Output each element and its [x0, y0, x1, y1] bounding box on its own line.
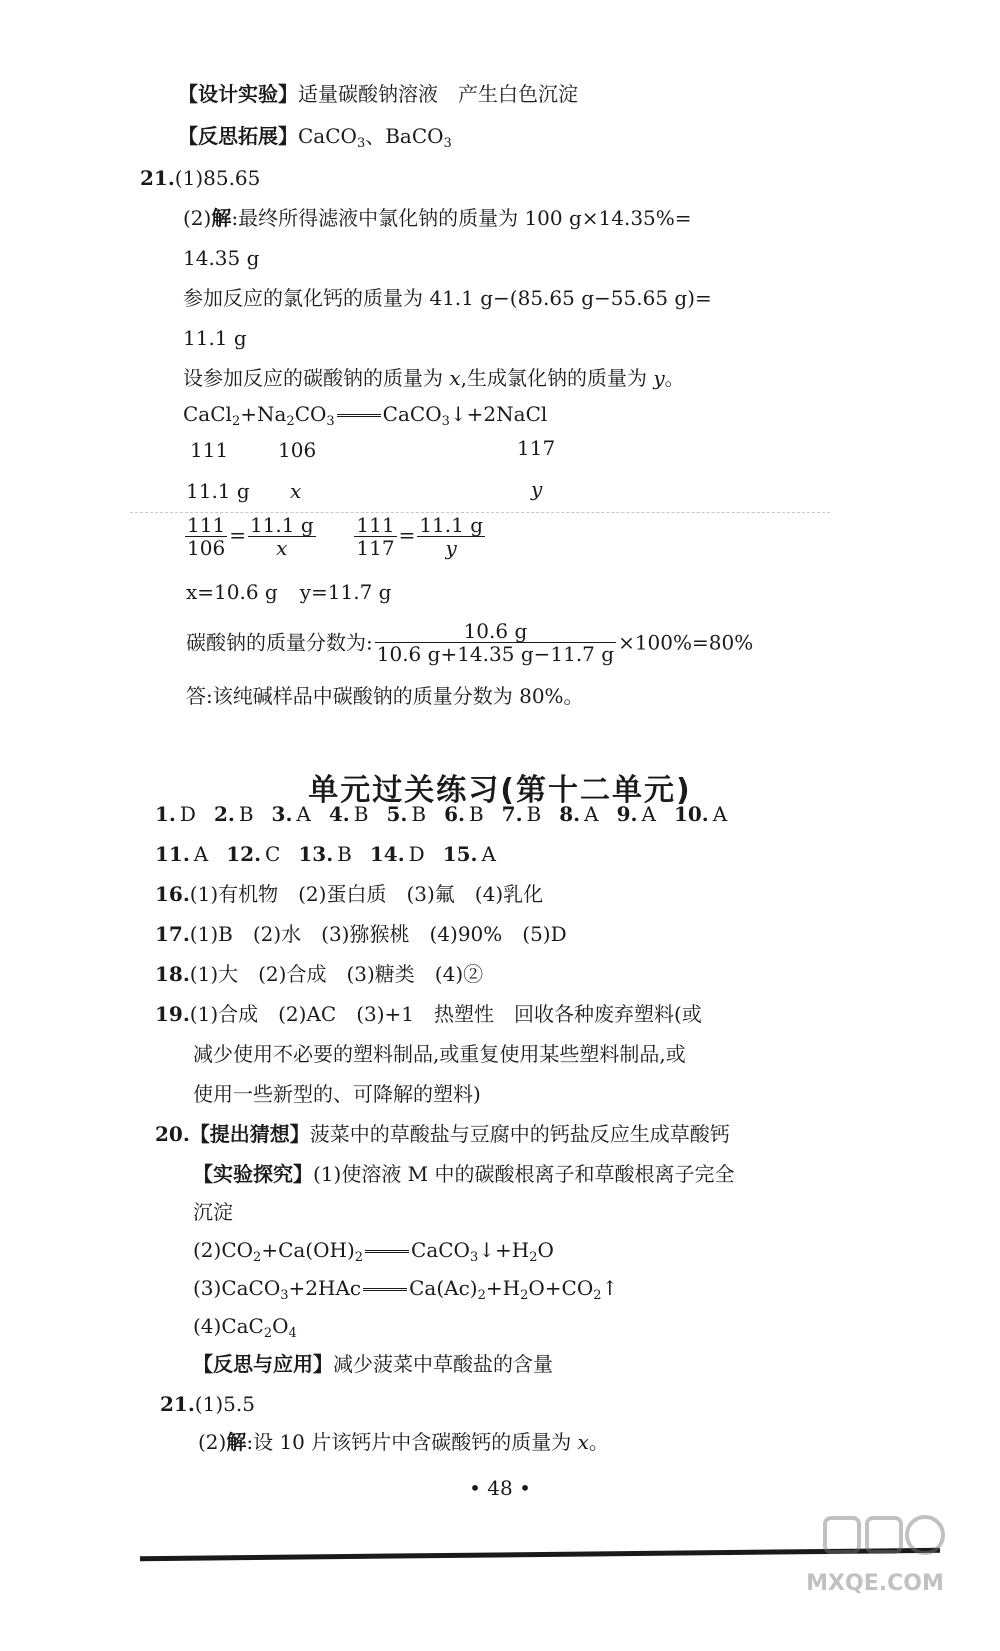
frac-num: 11.1 g — [249, 513, 314, 537]
e2-h: ↓+H — [478, 1238, 530, 1262]
eq-na: +Na — [240, 402, 287, 426]
sub-2: 2 — [529, 1250, 538, 1265]
q17-line — [155, 922, 567, 946]
q21a-line3: 14.35 g — [183, 246, 260, 270]
eq-nacl: +2NaCl — [466, 402, 548, 426]
percentage-tail: ×100%=80% — [618, 630, 754, 655]
fraction-111-117 — [354, 514, 396, 559]
q16-number: 16. — [155, 882, 190, 906]
result-x: x=10.6 g — [186, 580, 278, 604]
e3-h: +H — [485, 1276, 521, 1300]
design-text: 适量碳酸钠溶液 产生白色沉淀 — [298, 82, 578, 106]
result-y: y=11.7 g — [299, 580, 392, 604]
mc-number: 12. — [226, 842, 262, 866]
mc-answer — [298, 842, 352, 866]
mc-number: 2. — [213, 802, 235, 826]
ratio-row2-c: y — [531, 477, 543, 501]
q17-number: 17. — [155, 922, 190, 946]
mc-number: 7. — [501, 802, 523, 826]
frac-num: 111 — [187, 513, 226, 537]
mc-choice: A — [296, 802, 311, 826]
e2-caoh: +Ca(OH) — [261, 1238, 355, 1262]
q20-line4 — [193, 1314, 297, 1341]
frac-num: 10.6 g — [375, 620, 616, 643]
mc-choice: B — [411, 802, 427, 826]
mc-answer — [444, 802, 484, 826]
q21a-line5: 11.1 g — [183, 326, 247, 350]
sub-3: 3 — [469, 1250, 479, 1265]
e3-o-co: O+CO — [528, 1276, 594, 1300]
mc-answer — [155, 802, 196, 826]
sub-2: 2 — [231, 414, 241, 429]
sub-3: 3 — [443, 136, 452, 151]
mc-number: 4. — [328, 802, 350, 826]
guess-text: 菠菜中的草酸盐与豆腐中的钙盐反应生成草酸钙 — [309, 1122, 730, 1146]
frac-num: 11.1 g — [419, 513, 484, 537]
mc-number: 13. — [298, 842, 334, 866]
ratio-row2-a: 11.1 g — [186, 479, 250, 503]
var-y: y — [653, 366, 665, 390]
precipitate-arrow-icon: ↓ — [449, 402, 467, 426]
percentage-label: 碳酸钠的质量分数为: — [186, 630, 373, 655]
ratio-row1-c: 117 — [517, 436, 556, 460]
fraction-mass-y — [417, 514, 485, 559]
q19-text-1: (1)合成 (2)AC (3)+1 热塑性 回收各种废弃塑料(或 — [189, 1002, 702, 1026]
experiment-text: (1)使溶液 M 中的碳酸根离子和草酸根离子完全 — [313, 1162, 735, 1186]
experiment-label: 【实验探究】 — [193, 1162, 313, 1186]
q18-text: (1)大 (2)合成 (3)糖类 (4)② — [189, 962, 484, 986]
assume-text-b: ,生成氯化钠的质量为 — [460, 366, 654, 390]
q18-number: 18. — [155, 962, 190, 986]
mc-number: 10. — [673, 802, 709, 826]
sub-2: 2 — [286, 414, 295, 429]
sub-2: 2 — [263, 1326, 273, 1341]
proportion-line — [183, 514, 487, 564]
sub-2: 2 — [477, 1288, 486, 1303]
mc-choice: B — [337, 842, 352, 866]
design-experiment-line — [178, 82, 578, 106]
q21a-part2-text: :最终所得滤液中氯化钠的质量为 100 g×14.35%= — [231, 206, 692, 230]
fraction-111-106 — [185, 514, 227, 559]
mc-row-1 — [155, 802, 745, 826]
mc-answer — [559, 802, 598, 826]
mc-answer — [272, 802, 311, 826]
mc-number: 6. — [444, 802, 465, 826]
mc-choice: B — [468, 802, 484, 826]
frac-den: 106 — [187, 536, 226, 560]
mc-choice: D — [179, 802, 196, 826]
eq-cacl: CaCl — [183, 402, 232, 426]
reflect-label: 【反思拓展】 — [178, 124, 298, 148]
frac-num: 111 — [356, 513, 395, 537]
e2-o: O — [537, 1238, 554, 1262]
mc-choice: A — [641, 802, 656, 826]
watermark-logo-icon — [795, 1510, 955, 1610]
mc-answer — [386, 802, 426, 826]
ratio-row2-b: x — [290, 479, 302, 503]
q21b-part1: (1)5.5 — [194, 1392, 255, 1416]
q19-number: 19. — [155, 1002, 190, 1026]
mc-answer — [443, 842, 496, 866]
solution-label: 解 — [226, 1430, 247, 1454]
q21a-part2-prefix: (2) — [183, 206, 212, 230]
equals-sign: = — [229, 523, 246, 547]
e4-o: O — [272, 1314, 289, 1338]
mc-number: 5. — [386, 802, 408, 826]
q21a-number: 21. — [140, 166, 175, 190]
design-label: 【设计实验】 — [178, 82, 298, 106]
mc-answer — [329, 802, 369, 826]
mc-answer — [226, 842, 280, 866]
mc-number: 1. — [155, 802, 176, 826]
section-title: 单元过关练习(第十二单元) — [308, 773, 692, 808]
e3-hac: +2HAc — [288, 1276, 362, 1300]
q21a-line2 — [183, 206, 692, 230]
q19-line3: 使用一些新型的、可降解的塑料) — [193, 1082, 481, 1106]
mc-number: 11. — [155, 842, 190, 866]
equals-arrow — [365, 1250, 409, 1253]
equals-sign: = — [398, 523, 416, 547]
percentage-line — [186, 620, 753, 670]
gas-arrow-icon: ↑ — [601, 1276, 619, 1300]
mc-choice: B — [353, 802, 369, 826]
frac-den: 10.6 g+14.35 g−11.7 g — [376, 642, 615, 666]
reflect-line — [178, 124, 452, 151]
reflection-label: 【反思与应用】 — [193, 1352, 333, 1376]
mc-answer — [214, 802, 254, 826]
eq-caco: CaCO — [382, 402, 442, 426]
frac-den: 117 — [356, 536, 395, 560]
eq-co: CO — [294, 402, 327, 426]
q18-line — [155, 962, 483, 986]
mc-number: 3. — [271, 802, 293, 826]
watermark-text: MXQE.COM — [806, 1571, 944, 1596]
ratio-row1-a: 111 — [190, 438, 229, 462]
q20-line3: 沉淀 — [193, 1200, 233, 1224]
sub-3: 3 — [441, 414, 450, 429]
fraction-mass-x — [248, 514, 316, 559]
mc-choice: A — [584, 802, 599, 826]
mc-choice: B — [526, 802, 542, 826]
mc-answer — [370, 842, 425, 866]
q20-line2 — [193, 1162, 735, 1186]
equals-arrow — [363, 1288, 407, 1291]
q16-text: (1)有机物 (2)蛋白质 (3)氟 (4)乳化 — [189, 882, 544, 906]
solution-label: 解 — [211, 206, 232, 230]
reflection-text: 减少菠菜中草酸盐的含量 — [333, 1352, 553, 1376]
ratio-row1-b: 106 — [278, 438, 317, 462]
var-x: x — [449, 366, 461, 390]
mc-choice: D — [408, 842, 425, 866]
q21b-line2 — [198, 1430, 609, 1454]
mc-number: 14. — [369, 842, 405, 866]
q21a-line1 — [140, 166, 260, 190]
q20-equation-3 — [193, 1276, 619, 1303]
sub-2: 2 — [520, 1288, 529, 1303]
q21b-line1 — [160, 1392, 255, 1416]
q16-line — [155, 882, 543, 906]
mc-row-2 — [155, 842, 514, 866]
percentage-fraction — [375, 620, 616, 665]
q21b-end: 。 — [588, 1430, 609, 1454]
mc-answer — [155, 842, 208, 866]
sub-2: 2 — [354, 1250, 364, 1265]
sub-2: 2 — [253, 1250, 262, 1265]
frac-den: y — [445, 536, 457, 560]
result-line — [186, 580, 391, 604]
q21a-line6 — [183, 366, 685, 390]
mc-choice: C — [265, 842, 281, 866]
q21a-line4: 参加反应的氯化钙的质量为 41.1 g−(85.65 g−55.65 g)= — [183, 286, 712, 310]
q19-line1 — [155, 1002, 702, 1026]
reflect-sep: 、 — [365, 124, 386, 148]
e4-cac: (4)CaC — [193, 1314, 264, 1338]
mc-number: 9. — [616, 802, 638, 826]
e2-caco: CaCO — [411, 1238, 470, 1262]
sub-3: 3 — [326, 414, 335, 429]
sub-3: 3 — [280, 1288, 289, 1303]
sub-3: 3 — [356, 136, 366, 151]
q20-equation-2 — [193, 1238, 554, 1265]
frac-den: x — [276, 536, 288, 560]
equals-arrow — [337, 414, 381, 417]
mc-number: 8. — [559, 802, 581, 826]
q21b-part2-text: :设 10 片该钙片中含碳酸钙的质量为 — [246, 1430, 578, 1454]
q21b-part2-prefix: (2) — [198, 1430, 227, 1454]
q20-line1 — [155, 1122, 730, 1146]
q20-line5 — [193, 1352, 553, 1376]
guess-label: 【提出猜想】 — [189, 1122, 310, 1146]
assume-text-a: 设参加反应的碳酸钠的质量为 — [183, 366, 450, 390]
assume-text-c: 。 — [664, 366, 685, 390]
mc-answer — [502, 802, 542, 826]
mc-choice: A — [481, 842, 496, 866]
mc-number: 15. — [442, 842, 478, 866]
sub-2: 2 — [593, 1288, 602, 1303]
mc-choice: A — [193, 842, 209, 866]
reflect-a: CaCO — [298, 124, 357, 148]
q17-text: (1)B (2)水 (3)猕猴桃 (4)90% (5)D — [189, 922, 567, 946]
mc-choice: B — [238, 802, 254, 826]
e2-co: (2)CO — [193, 1238, 254, 1262]
page-number: • 48 • — [469, 1476, 531, 1500]
q21a-part1: (1)85.65 — [174, 166, 261, 190]
reflect-b: BaCO — [385, 124, 444, 148]
q21b-number: 21. — [160, 1392, 195, 1416]
var-x: x — [577, 1430, 589, 1454]
q19-line2: 减少使用不必要的塑料制品,或重复使用某些塑料制品,或 — [193, 1042, 686, 1066]
sub-4: 4 — [288, 1326, 297, 1341]
q20-number: 20. — [155, 1122, 190, 1146]
e3-caco: (3)CaCO — [193, 1276, 281, 1300]
chemical-equation-1 — [183, 402, 548, 429]
e3-caac: Ca(Ac) — [409, 1276, 478, 1300]
answer-line: 答:该纯碱样品中碳酸钠的质量分数为 80%。 — [186, 684, 584, 708]
mc-choice: A — [712, 802, 728, 826]
mc-answer — [617, 802, 656, 826]
mc-answer — [674, 802, 727, 826]
